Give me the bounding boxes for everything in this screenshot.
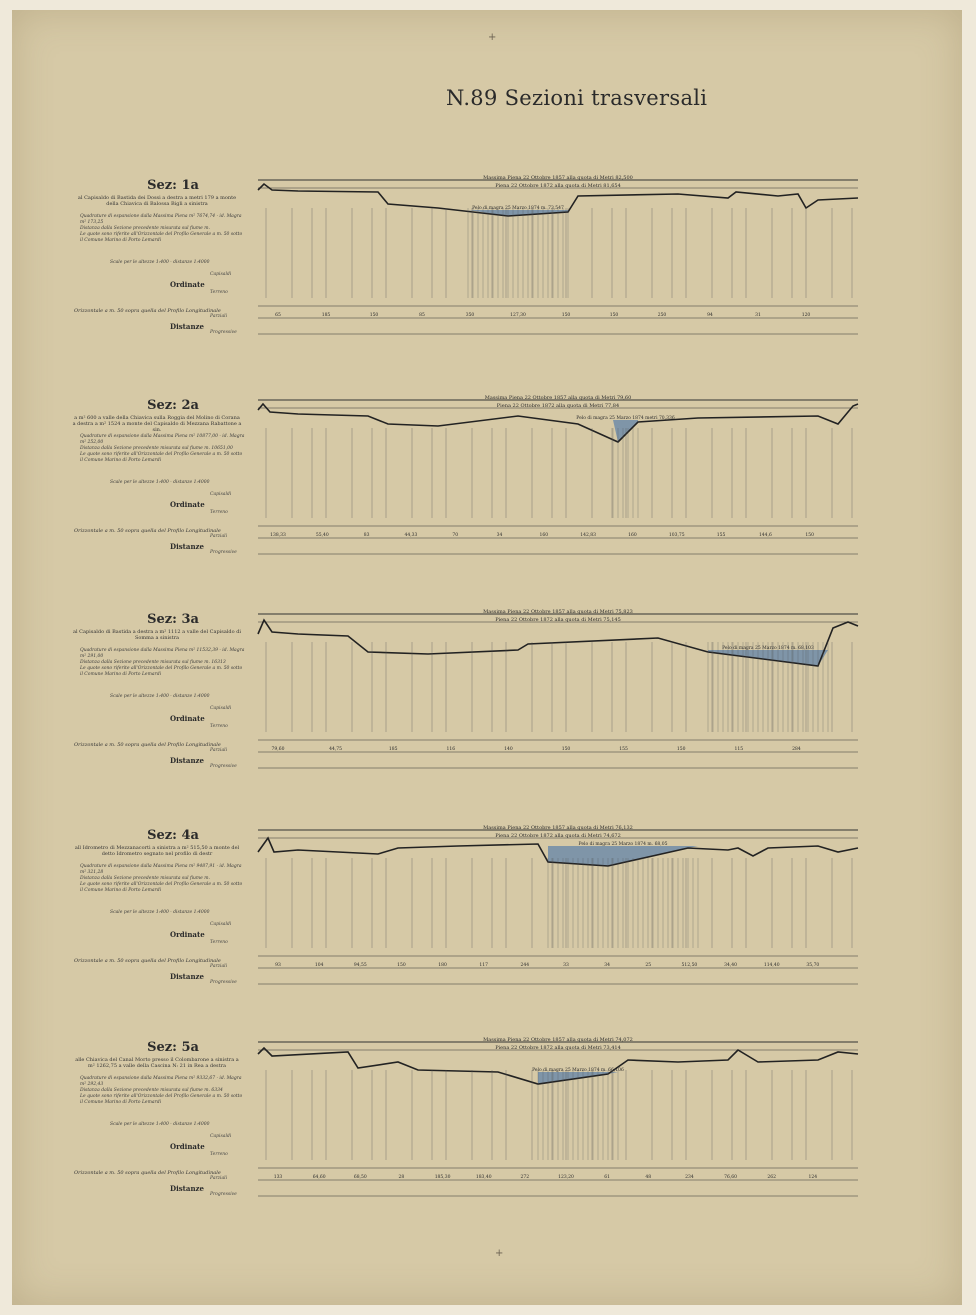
distance-value: 350 [465,313,475,318]
scale-note: Scale per le altezze 1:400 · distanze 1:4000 [110,910,210,915]
distance-value: 150 [805,533,814,538]
distanza-text: Distanza dalla Sezione precedente misurata sul fiume m. [80,876,210,881]
scale-note: Scale per le altezze 1:400 · distanze 1:4000 [110,260,210,265]
distanza-text: Distanza dalla Sezione precedente misurata sul fiume m. [80,226,210,231]
quadrature-text: Quadrature di espansione dalla Massima Piena m² 7674,74 · id. Magra m² 173,25 [80,214,242,225]
distance-value: 25 [645,963,652,968]
progressive-label: Progressive [210,764,237,769]
terreno-label: Terreno [210,290,228,295]
flood-label-1872: Piena 22 Ottobre 1872 alla quota di Metri 73,414 [495,1045,621,1051]
distance-value: 61 [604,1175,611,1180]
parziali-label: Parziali [210,314,228,319]
distance-value: 48 [645,1175,652,1180]
distance-value: 76,60 [724,1175,738,1180]
quadrature-text: Quadrature di espansione dalla Massima Piena m² 9332,67 · id. Magra m² 292,43 [80,1076,242,1087]
distance-value: 512,50 [681,963,698,968]
quadrature-text: Quadrature di espansione dalla Massima Piena m² 11532,39 · id. Magra m² 291,00 [80,648,245,659]
distance-value: 150 [676,747,686,752]
profile-drawing [258,395,868,568]
distance-value: 35,70 [806,963,820,968]
distance-value: 262 [767,1175,777,1180]
magra-label: Pelo di magra 25 Marzo 1874 m. 68,05 [578,842,668,847]
distance-value: 120 [801,313,811,318]
orizzontale-label: Orizzontale a m. 50 sopra quella del Profilo Longitudinale [74,742,221,748]
distance-value: 28 [398,1175,405,1180]
section-heading: Sez: 4a [147,828,199,843]
distance-value: 185 [321,313,331,318]
quote-text: Le quote sono riferite all'Orizzontale del Profilo Generale a m. 50 sotto il Comune Marino di Porto Lemardi [80,232,243,243]
capisaldi-label: Capisaldi [210,272,232,277]
quote-text: Le quote sono riferite all'Orizzontale del Profilo Generale a m. 50 sotto il Comune Marino di Porto Lemardi [80,452,243,463]
orizzontale-label: Orizzontale a m. 50 sopra quella del Profilo Longitudinale [74,528,221,534]
distance-value: 183,40 [475,1175,492,1180]
section-description: al Capisaldo di Bastida dei Dossi a destra a metri 179 a monte della Chiavica di Balossa Bigli a sinistra [77,195,237,207]
distance-value: 34 [604,963,611,968]
flood-label-1857: Massima Piena 22 Ottobre 1857 alla quota di Metri 76,132 [483,825,633,831]
distanza-text: Distanza dalla Sezione precedente misurata sul fiume m. 16313 [80,660,226,665]
distance-value: 93 [275,963,281,968]
distance-value: 127,30 [510,313,526,318]
distance-value: 116 [446,747,456,752]
water-fill [613,420,638,442]
distance-value: 123,20 [558,1175,574,1180]
distance-value: 155 [716,533,726,538]
profile-drawing [258,609,868,782]
distanza-text: Distanza dalla Sezione precedente misurata sul fiume m. 6334 [80,1088,223,1093]
page-title: N.89 Sezioni trasversali [446,86,708,110]
distance-value: 34,40 [724,963,738,968]
distance-value: 31 [755,313,761,318]
distance-value: 83 [363,533,370,538]
distance-value: 150 [561,313,571,318]
terrain-profile [258,404,858,442]
distance-value: 68,50 [353,1175,367,1180]
distance-value: 138,33 [270,533,286,538]
profile-drawing [258,1037,868,1210]
distanza-text: Distanza dalla Sezione precedente misurata sul fiume m. 10651,00 [80,446,233,451]
distance-value: 79,60 [271,747,285,752]
distanze-label: Distanze [170,542,204,551]
section-notes [80,214,245,244]
scale-note: Scale per le altezze 1:400 · distanze 1:4000 [110,1122,210,1127]
section-notes [80,1076,245,1106]
orizzontale-label: Orizzontale a m. 50 sopra quella del Profilo Longitudinale [74,958,221,964]
distanze-label: Distanze [170,1184,204,1193]
distance-value: 150 [369,313,379,318]
parziali-label: Parziali [210,748,228,753]
quote-text: Le quote sono riferite all'Orizzontale del Profilo Generale a m. 50 sotto il Comune Marino di Porto Lemardi [80,666,243,677]
distanze-label: Distanze [170,756,204,765]
distance-value: 250 [657,313,667,318]
capisaldi-label: Capisaldi [210,1134,232,1139]
flood-label-1872: Piena 22 Ottobre 1872 alla quota di Metri 74,672 [495,833,621,839]
terreno-label: Terreno [210,1152,228,1157]
flood-label-1857: Massima Piena 22 Ottobre 1857 alla quota di Metri 74,072 [483,1037,633,1043]
progressive-label: Progressive [210,550,237,555]
parziali-label: Parziali [210,964,228,969]
distance-value: 103,75 [668,533,685,538]
flood-label-1857: Massima Piena 22 Ottobre 1857 alla quota di Metri 75,823 [483,609,633,615]
distance-value: 185 [388,747,398,752]
section-heading: Sez: 3a [147,612,199,627]
ordinate-label: Ordinate [170,280,205,289]
distance-value: 150 [609,313,619,318]
distance-value: 185,30 [434,1175,451,1180]
profile-drawing [258,175,868,348]
flood-label-1872: Piena 22 Ottobre 1872 alla quota di Metri 81,654 [495,183,621,189]
distance-value: 55,40 [315,533,329,538]
section-description: a m² 600 a valle della Chiavica sulla Roggia del Molino di Corana a destra a m² 1524 a monte del Capisaldo di Mezzana Rabattone a sin. [72,415,242,433]
parziali-label: Parziali [210,534,228,539]
distance-value: 244 [520,963,530,968]
section-heading: Sez: 2a [147,398,199,413]
section-heading: Sez: 5a [147,1040,199,1055]
quote-text: Le quote sono riferite all'Orizzontale del Profilo Generale a m. 50 sotto il Comune Marino di Porto Lemardi [80,1094,243,1105]
quadrature-text: Quadrature di espansione dalla Massima Piena m² 10877,00 · id. Magra m² 252,00 [80,434,245,445]
registration-mark-top: + [488,32,497,43]
distance-value: 85 [419,313,425,318]
scale-note: Scale per le altezze 1:400 · distanze 1:4000 [110,694,210,699]
distance-value: 117 [479,963,489,968]
distance-value: 70 [452,533,459,538]
distance-value: 65 [275,313,281,318]
magra-label: Pelo di magra 25 Marzo 1874 m. 68,103 [722,646,814,651]
section-heading: Sez: 1a [147,178,199,193]
distance-value: 124 [808,1175,818,1180]
progressive-label: Progressive [210,330,237,335]
distance-value: 234 [685,1175,694,1180]
distance-value: 150 [561,747,571,752]
capisaldi-label: Capisaldi [210,922,232,927]
terreno-label: Terreno [210,940,228,945]
flood-label-1872: Piena 22 Ottobre 1872 alla quota di Metri 75,145 [495,617,621,623]
parziali-label: Parziali [210,1176,228,1181]
magra-label: Pelo di magra 25 Marzo 1874 metri 70,336 [576,416,675,421]
distance-value: 104 [314,963,324,968]
distance-value: 150 [397,963,406,968]
distance-value: 44,33 [404,533,418,538]
distance-value: 160 [628,533,637,538]
capisaldi-label: Capisaldi [210,492,232,497]
orizzontale-label: Orizzontale a m. 50 sopra quella del Profilo Longitudinale [74,1170,221,1176]
distance-value: 64,60 [312,1175,326,1180]
ordinate-label: Ordinate [170,500,205,509]
flood-label-1872: Piena 22 Ottobre 1872 alla quota di Metri 77,84 [496,403,620,409]
distance-value: 34 [496,533,503,538]
registration-mark-bottom: + [495,1248,504,1259]
section-notes [80,648,245,678]
section-description: all Idrometro di Mezzanacorti a sinistra a m² 515,50 a monte del detto Idrometro segnato nel profilo di destr [74,845,240,857]
magra-label: Pelo di magra 25 Marzo 1874 m. 66,106 [532,1068,624,1073]
distanze-label: Distanze [170,972,204,981]
distance-value: 33 [563,963,569,968]
flood-label-1857: Massima Piena 22 Ottobre 1857 alla quota di Metri 79,60 [484,395,632,401]
scale-note: Scale per le altezze 1:400 · distanze 1:4000 [110,480,210,485]
section-notes [80,864,245,894]
distance-value: 115 [734,747,744,752]
progressive-label: Progressive [210,1192,237,1197]
section-description: alle Chiavica del Canal Morto presso il Colombarone a sinistra a m² 1262,75 a valle della Cascina N: 21 in Rea a destra [75,1057,239,1069]
flood-label-1857: Massima Piena 22 Ottobre 1857 alla quota di Metri 82,500 [483,175,633,181]
distance-value: 144,6 [758,533,772,538]
distance-value: 180 [438,963,447,968]
distance-value: 142,83 [580,533,597,538]
terreno-label: Terreno [210,724,228,729]
ordinate-label: Ordinate [170,714,205,723]
magra-label: Pelo di magra 25 Marzo 1874 m. 73,547 [472,206,564,211]
ordinate-label: Ordinate [170,930,205,939]
quote-text: Le quote sono riferite all'Orizzontale del Profilo Generale a m. 50 sotto il Comune Marino di Porto Lemardi [80,882,243,893]
distance-value: 140 [504,747,513,752]
distance-value: 94,55 [353,963,367,968]
section-notes [80,434,245,464]
distanze-label: Distanze [170,322,204,331]
distance-value: 160 [539,533,549,538]
terreno-label: Terreno [210,510,228,515]
capisaldi-label: Capisaldi [210,706,232,711]
distance-value: 284 [792,747,801,752]
distance-value: 44,75 [329,747,343,752]
progressive-label: Progressive [210,980,237,985]
quadrature-text: Quadrature di espansione dalla Massima Piena m² 9487,91 · id. Magra m² 321,28 [80,864,242,875]
orizzontale-label: Orizzontale a m. 50 sopra quella del Profilo Longitudinale [74,308,221,314]
ordinate-label: Ordinate [170,1142,205,1151]
distance-value: 94 [707,313,713,318]
distance-value: 133 [273,1175,283,1180]
distance-value: 114,40 [763,963,780,968]
distance-value: 155 [619,747,628,752]
section-description: al Capisaldo di Bastida a destra a m² 1112 a valle del Capisaldo di Somma a sinistra [72,629,242,641]
profile-drawing [258,825,868,998]
distance-value: 272 [520,1175,530,1180]
